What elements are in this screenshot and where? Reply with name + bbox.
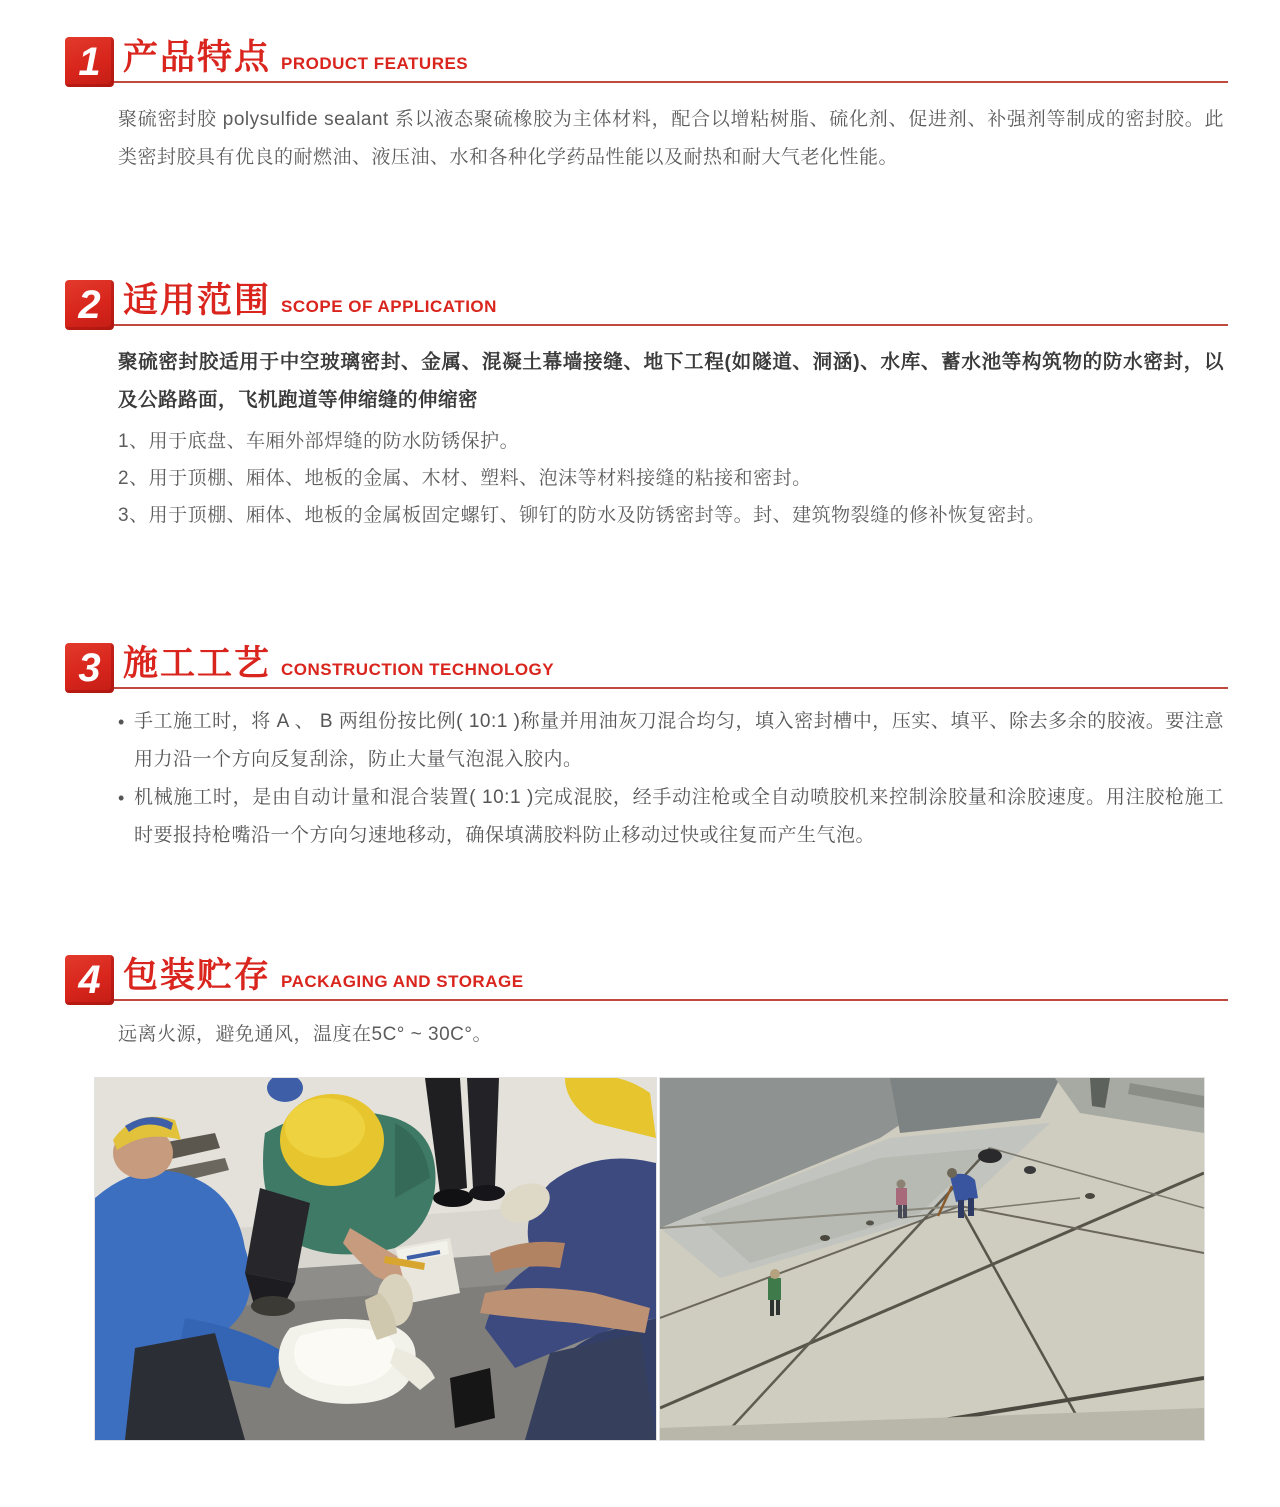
bullet-icon: • <box>118 712 125 732</box>
section-title-row <box>114 38 1228 83</box>
section-construction-technology <box>0 639 1280 689</box>
scope-list-item: 2、用于顶棚、厢体、地板的金属、木材、塑料、泡沫等材料接缝的粘接和密封。 <box>118 468 812 489</box>
section-title-row <box>114 956 1228 1001</box>
dam-slope-joint-sealing-photo <box>660 1078 1204 1440</box>
packaging-body <box>118 1016 1224 1054</box>
construction-body <box>118 703 1224 855</box>
scope-body <box>118 343 1224 529</box>
section-number-badge: 2 <box>65 280 114 330</box>
scope-list-item: 1、用于底盘、车厢外部焊缝的防水防锈保护。 <box>118 431 520 452</box>
product-features-paragraph: 聚硫密封胶 polysulfide sealant 系以液态聚硫橡胶为主体材料，配合以增粘树脂、硫化剂、促进剂、补强剂等制成的密封胶。此类密封胶具有优良的耐燃油、液压油、水和各种化学药品性能以及耐热和耐大气老化性能。 <box>118 109 1224 168</box>
packaging-paragraph: 远离火源，避免通风，温度在5C° ~ 30C°。 <box>118 1024 492 1045</box>
section-number-badge: 1 <box>65 37 114 87</box>
section-title: 产品特点 <box>123 37 272 77</box>
dam-photo-illustration <box>660 1078 1204 1440</box>
scope-lead-paragraph: 聚硫密封胶适用于中空玻璃密封、金属、混凝土幕墙接缝、地下工程(如隧道、洞涵)、水库、蓄水池等构筑物的防水密封，以及公路路面，飞机跑道等伸缩缝的伸缩密 <box>118 351 1224 411</box>
section-subtitle: SCOPE OF APPLICATION <box>281 296 497 316</box>
construction-bullet <box>118 779 1224 855</box>
product-features-body <box>118 101 1224 177</box>
section-title-row <box>114 281 1228 326</box>
section-number-badge: 4 <box>65 955 114 1005</box>
section-number-badge: 3 <box>65 643 114 693</box>
construction-bullet-text: 手工施工时，将 A 、 B 两组份按比例( 10:1 )称量并用油灰刀混合均匀，填入密封槽中，压实、填平、除去多余的胶液。要注意用力沿一个方向反复刮涂，防止大量气泡混入胶内。 <box>134 711 1224 770</box>
section-title-row <box>114 644 1228 689</box>
scope-list-item: 3、用于顶棚、厢体、地板的金属板固定螺钉、铆钉的防水及防锈密封等。封、建筑物裂缝的修补恢复密封。 <box>118 505 1046 526</box>
section-subtitle: PACKAGING AND STORAGE <box>281 971 524 991</box>
workers-photo-illustration <box>95 1078 656 1440</box>
section-title: 包装贮存 <box>123 955 272 995</box>
section-title: 适用范围 <box>123 280 272 320</box>
section-header <box>65 639 1228 689</box>
section-title: 施工工艺 <box>123 643 272 683</box>
bullet-icon: • <box>118 788 125 808</box>
section-scope-of-application <box>0 276 1280 326</box>
section-subtitle: CONSTRUCTION TECHNOLOGY <box>281 659 555 679</box>
scope-list <box>118 429 1224 529</box>
construction-bullet <box>118 703 1224 779</box>
construction-bullet-text: 机械施工时，是由自动计量和混合装置( 10:1 )完成混胶，经手动注枪或全自动喷胶机来控制涂胶量和涂胶速度。用注胶枪施工时要报持枪嘴沿一个方向匀速地移动，确保填满胶料防止移动过快或往复而产生气泡。 <box>134 787 1224 846</box>
section-header <box>65 276 1228 326</box>
section-header <box>65 33 1228 83</box>
section-product-features <box>0 33 1280 83</box>
section-subtitle: PRODUCT FEATURES <box>281 53 469 73</box>
section-header <box>65 951 1228 1001</box>
workers-mixing-sealant-photo <box>95 1078 656 1440</box>
section-packaging-storage <box>0 951 1280 1001</box>
